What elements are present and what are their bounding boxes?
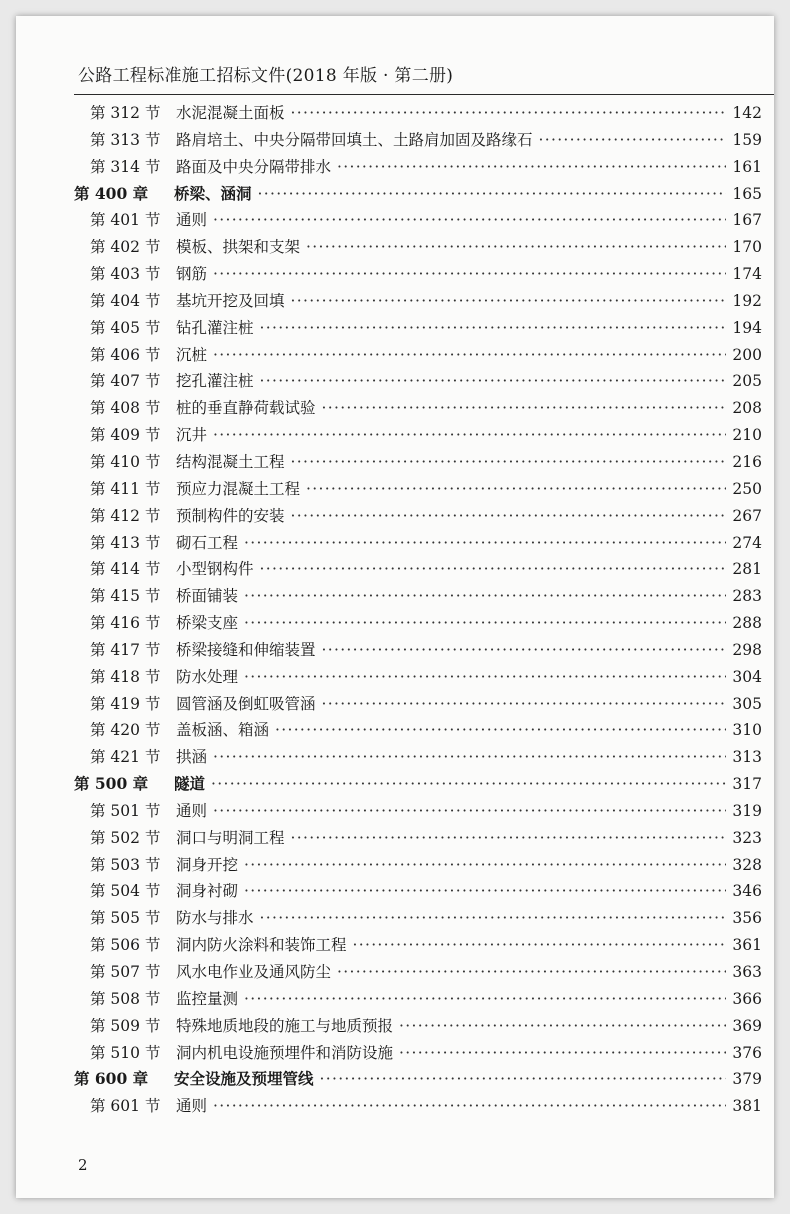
dot-leader bbox=[244, 530, 726, 557]
toc-entry-title: 监控量测 bbox=[176, 989, 239, 1008]
dot-leader bbox=[260, 315, 727, 342]
toc-entry-label: 第 509 节 bbox=[90, 1016, 161, 1035]
toc-entry-title: 桥面铺装 bbox=[176, 587, 239, 606]
toc-entry-page: 317 bbox=[732, 775, 762, 794]
toc-entry-title: 洞内机电设施预埋件和消防设施 bbox=[176, 1043, 394, 1062]
toc-section-row[interactable] bbox=[74, 422, 762, 449]
dot-leader bbox=[399, 1040, 726, 1067]
toc-entry-page: 363 bbox=[732, 963, 762, 981]
toc-section-row[interactable] bbox=[74, 368, 762, 395]
toc-entry-title: 特殊地质地段的施工与地质预报 bbox=[176, 1016, 394, 1035]
toc-entry-page: 361 bbox=[732, 936, 762, 955]
toc-entry-title: 沉桩 bbox=[176, 345, 208, 364]
toc-entry-title: 路面及中央分隔带排水 bbox=[176, 157, 332, 176]
toc-chapter-row[interactable] bbox=[74, 181, 762, 208]
toc-entry-page: 381 bbox=[732, 1097, 762, 1116]
dot-leader bbox=[306, 476, 726, 503]
toc-entry-label: 第 404 节 bbox=[90, 291, 161, 310]
toc-entry-title: 桥梁接缝和伸缩装置 bbox=[176, 640, 316, 659]
dot-leader bbox=[291, 825, 727, 852]
toc-section-row[interactable] bbox=[74, 288, 762, 315]
toc-entry-label: 第 411 节 bbox=[90, 479, 161, 498]
toc-section-row[interactable] bbox=[74, 154, 762, 181]
toc-entry-label: 第 312 节 bbox=[90, 104, 161, 122]
toc-section-row[interactable] bbox=[74, 1093, 762, 1120]
toc-entry-title: 洞身开挖 bbox=[176, 855, 239, 874]
toc-entry-title: 拱涵 bbox=[176, 748, 208, 767]
toc-entry-page: 142 bbox=[732, 104, 762, 122]
toc-entry-page: 165 bbox=[732, 184, 762, 203]
toc-entry-title: 小型钢构件 bbox=[176, 560, 254, 579]
toc-entry-page: 313 bbox=[732, 748, 762, 767]
toc-entry-label: 第 502 节 bbox=[90, 828, 161, 847]
dot-leader bbox=[244, 986, 726, 1013]
dot-leader bbox=[322, 637, 727, 664]
toc-section-row[interactable] bbox=[74, 395, 762, 422]
toc-entry-label: 第 313 节 bbox=[90, 130, 161, 149]
toc-entry-label: 第 413 节 bbox=[90, 533, 161, 552]
toc-section-row[interactable] bbox=[74, 207, 762, 234]
dot-leader bbox=[213, 798, 726, 825]
toc-entry-label: 第 403 节 bbox=[90, 265, 161, 284]
toc-section-row[interactable] bbox=[74, 986, 762, 1013]
toc-entry-label: 第 408 节 bbox=[90, 399, 161, 418]
toc-entry-title: 基坑开挖及回填 bbox=[176, 291, 285, 310]
toc-entry-label: 第 409 节 bbox=[90, 426, 161, 445]
toc-entry-page: 161 bbox=[732, 157, 762, 176]
dot-leader bbox=[399, 1013, 726, 1040]
dot-leader bbox=[291, 288, 727, 315]
dot-leader bbox=[244, 878, 726, 905]
dot-leader bbox=[260, 556, 727, 583]
toc-entry-page: 170 bbox=[732, 238, 762, 257]
toc-entry-title: 桥梁、涵洞 bbox=[174, 183, 252, 203]
header-rule bbox=[74, 94, 774, 95]
toc-entry-page: 210 bbox=[732, 426, 762, 445]
toc-entry-label: 第 600 章 bbox=[74, 1069, 149, 1089]
toc-section-row[interactable] bbox=[74, 1040, 762, 1067]
toc-entry-label: 第 416 节 bbox=[90, 614, 161, 633]
toc-entry-title: 洞身衬砌 bbox=[176, 882, 239, 901]
toc-entry-page: 298 bbox=[732, 640, 762, 659]
toc-entry-page: 174 bbox=[732, 265, 762, 284]
dot-leader bbox=[258, 181, 727, 208]
dot-leader bbox=[211, 771, 726, 798]
toc-entry-title: 挖孔灌注桩 bbox=[176, 372, 254, 391]
toc-entry-title: 安全设施及预埋管线 bbox=[174, 1069, 314, 1089]
toc-entry-title: 结构混凝土工程 bbox=[176, 452, 285, 471]
toc-entry-page: 319 bbox=[732, 801, 762, 820]
toc-entry-title: 路肩培土、中央分隔带回填土、土路肩加固及路缘石 bbox=[176, 130, 533, 149]
toc-entry-title: 洞内防火涂料和装饰工程 bbox=[176, 936, 347, 955]
toc-section-row[interactable] bbox=[74, 127, 762, 154]
toc-entry-page: 194 bbox=[732, 318, 762, 337]
toc-entry-label: 第 406 节 bbox=[90, 345, 161, 364]
toc-entry-label: 第 415 节 bbox=[90, 587, 161, 606]
toc-entry-page: 328 bbox=[732, 855, 762, 874]
toc-entry-page: 356 bbox=[732, 909, 762, 928]
dot-leader bbox=[213, 261, 726, 288]
table-of-contents bbox=[74, 100, 762, 1120]
toc-entry-title: 模板、拱架和支架 bbox=[176, 238, 301, 257]
toc-section-row[interactable] bbox=[74, 100, 762, 127]
toc-entry-title: 防水处理 bbox=[176, 667, 239, 686]
toc-entry-label: 第 405 节 bbox=[90, 318, 161, 337]
toc-entry-title: 盖板涵、箱涵 bbox=[176, 721, 270, 740]
toc-entry-page: 366 bbox=[732, 989, 762, 1008]
toc-entry-title: 通则 bbox=[176, 211, 208, 230]
toc-entry-page: 192 bbox=[732, 291, 762, 310]
toc-entry-page: 323 bbox=[732, 828, 762, 847]
toc-entry-label: 第 410 节 bbox=[90, 452, 161, 471]
toc-entry-page: 346 bbox=[732, 882, 762, 901]
toc-section-row[interactable] bbox=[74, 476, 762, 503]
toc-section-row[interactable] bbox=[74, 342, 762, 369]
toc-entry-label: 第 510 节 bbox=[90, 1043, 161, 1062]
toc-entry-page: 267 bbox=[732, 506, 762, 525]
toc-entry-label: 第 506 节 bbox=[90, 936, 161, 955]
toc-entry-label: 第 400 章 bbox=[74, 183, 149, 203]
toc-section-row[interactable] bbox=[74, 959, 762, 986]
toc-section-row[interactable] bbox=[74, 798, 762, 825]
toc-section-row[interactable] bbox=[74, 932, 762, 959]
toc-entry-label: 第 314 节 bbox=[90, 157, 161, 176]
toc-entry-page: 205 bbox=[732, 372, 762, 391]
toc-entry-title: 沉井 bbox=[176, 426, 208, 445]
dot-leader bbox=[353, 932, 727, 959]
toc-entry-label: 第 419 节 bbox=[90, 694, 161, 713]
toc-entry-page: 283 bbox=[732, 587, 762, 606]
dot-leader bbox=[260, 905, 727, 932]
dot-leader bbox=[244, 852, 726, 879]
dot-leader bbox=[275, 717, 726, 744]
toc-entry-page: 200 bbox=[732, 345, 762, 364]
toc-entry-title: 风水电作业及通风防尘 bbox=[176, 963, 332, 981]
dot-leader bbox=[260, 368, 727, 395]
toc-entry-title: 通则 bbox=[176, 801, 208, 820]
toc-entry-label: 第 420 节 bbox=[90, 721, 161, 740]
toc-section-row[interactable] bbox=[74, 905, 762, 932]
toc-entry-page: 376 bbox=[732, 1043, 762, 1062]
toc-entry-label: 第 418 节 bbox=[90, 667, 161, 686]
toc-entry-label: 第 500 章 bbox=[74, 774, 149, 794]
dot-leader bbox=[337, 959, 726, 986]
toc-entry-title: 桩的垂直静荷载试验 bbox=[176, 399, 316, 418]
toc-section-row[interactable] bbox=[74, 261, 762, 288]
toc-section-row[interactable] bbox=[74, 717, 762, 744]
toc-entry-title: 预应力混凝土工程 bbox=[176, 479, 301, 498]
toc-entry-label: 第 414 节 bbox=[90, 560, 161, 579]
toc-section-row[interactable] bbox=[74, 530, 762, 557]
toc-entry-page: 250 bbox=[732, 479, 762, 498]
toc-entry-label: 第 504 节 bbox=[90, 882, 161, 901]
toc-entry-label: 第 417 节 bbox=[90, 640, 161, 659]
toc-entry-title: 水泥混凝土面板 bbox=[176, 104, 285, 122]
toc-entry-title: 预制构件的安装 bbox=[176, 506, 285, 525]
toc-entry-title: 防水与排水 bbox=[176, 909, 254, 928]
dot-leader bbox=[291, 503, 727, 530]
toc-entry-label: 第 412 节 bbox=[90, 506, 161, 525]
toc-entry-page: 304 bbox=[732, 667, 762, 686]
toc-entry-page: 288 bbox=[732, 614, 762, 633]
toc-entry-title: 桥梁支座 bbox=[176, 614, 239, 633]
toc-section-row[interactable] bbox=[74, 637, 762, 664]
dot-leader bbox=[291, 449, 727, 476]
toc-chapter-row[interactable] bbox=[74, 1066, 762, 1093]
toc-entry-page: 379 bbox=[732, 1070, 762, 1089]
dot-leader bbox=[539, 127, 727, 154]
dot-leader bbox=[213, 744, 726, 771]
document-page bbox=[16, 16, 774, 1198]
page-number: 2 bbox=[78, 1156, 88, 1174]
toc-entry-page: 281 bbox=[732, 560, 762, 579]
toc-entry-label: 第 601 节 bbox=[90, 1097, 161, 1116]
toc-section-row[interactable] bbox=[74, 583, 762, 610]
toc-section-row[interactable] bbox=[74, 234, 762, 261]
toc-section-row[interactable] bbox=[74, 852, 762, 879]
running-header: 公路工程标准施工招标文件(2018 年版 · 第二册) bbox=[78, 66, 454, 86]
toc-entry-page: 305 bbox=[732, 694, 762, 713]
toc-section-row[interactable] bbox=[74, 449, 762, 476]
dot-leader bbox=[306, 234, 726, 261]
dot-leader bbox=[322, 395, 727, 422]
dot-leader bbox=[291, 100, 727, 127]
dot-leader bbox=[213, 1093, 726, 1120]
toc-entry-label: 第 407 节 bbox=[90, 372, 161, 391]
toc-entry-title: 钻孔灌注桩 bbox=[176, 318, 254, 337]
toc-entry-title: 通则 bbox=[176, 1097, 208, 1116]
toc-section-row[interactable] bbox=[74, 825, 762, 852]
dot-leader bbox=[337, 154, 726, 181]
dot-leader bbox=[244, 664, 726, 691]
toc-section-row[interactable] bbox=[74, 556, 762, 583]
toc-section-row[interactable] bbox=[74, 503, 762, 530]
toc-entry-label: 第 421 节 bbox=[90, 748, 161, 767]
toc-section-row[interactable] bbox=[74, 315, 762, 342]
toc-entry-label: 第 507 节 bbox=[90, 963, 161, 981]
toc-entry-page: 274 bbox=[732, 533, 762, 552]
toc-entry-page: 369 bbox=[732, 1016, 762, 1035]
toc-entry-label: 第 508 节 bbox=[90, 989, 161, 1008]
dot-leader bbox=[320, 1066, 727, 1093]
toc-entry-page: 310 bbox=[732, 721, 762, 740]
dot-leader bbox=[213, 422, 726, 449]
toc-entry-title: 洞口与明洞工程 bbox=[176, 828, 285, 847]
toc-entry-label: 第 402 节 bbox=[90, 238, 161, 257]
dot-leader bbox=[244, 610, 726, 637]
toc-entry-page: 208 bbox=[732, 399, 762, 418]
toc-section-row[interactable] bbox=[74, 878, 762, 905]
toc-entry-title: 隧道 bbox=[174, 774, 206, 794]
dot-leader bbox=[244, 583, 726, 610]
toc-entry-page: 216 bbox=[732, 452, 762, 471]
toc-section-row[interactable] bbox=[74, 610, 762, 637]
toc-entry-label: 第 503 节 bbox=[90, 855, 161, 874]
dot-leader bbox=[213, 342, 726, 369]
toc-chapter-row[interactable] bbox=[74, 771, 762, 798]
toc-section-row[interactable] bbox=[74, 1013, 762, 1040]
dot-leader bbox=[322, 691, 727, 718]
toc-entry-title: 圆管涵及倒虹吸管涵 bbox=[176, 694, 316, 713]
toc-entry-label: 第 505 节 bbox=[90, 909, 161, 928]
toc-entry-page: 167 bbox=[732, 211, 762, 230]
toc-entry-page: 159 bbox=[732, 130, 762, 149]
toc-entry-label: 第 401 节 bbox=[90, 211, 161, 230]
toc-entry-label: 第 501 节 bbox=[90, 801, 161, 820]
toc-section-row[interactable] bbox=[74, 691, 762, 718]
toc-section-row[interactable] bbox=[74, 744, 762, 771]
toc-section-row[interactable] bbox=[74, 664, 762, 691]
toc-entry-title: 钢筋 bbox=[176, 265, 208, 284]
toc-entry-title: 砌石工程 bbox=[176, 533, 239, 552]
dot-leader bbox=[213, 207, 726, 234]
